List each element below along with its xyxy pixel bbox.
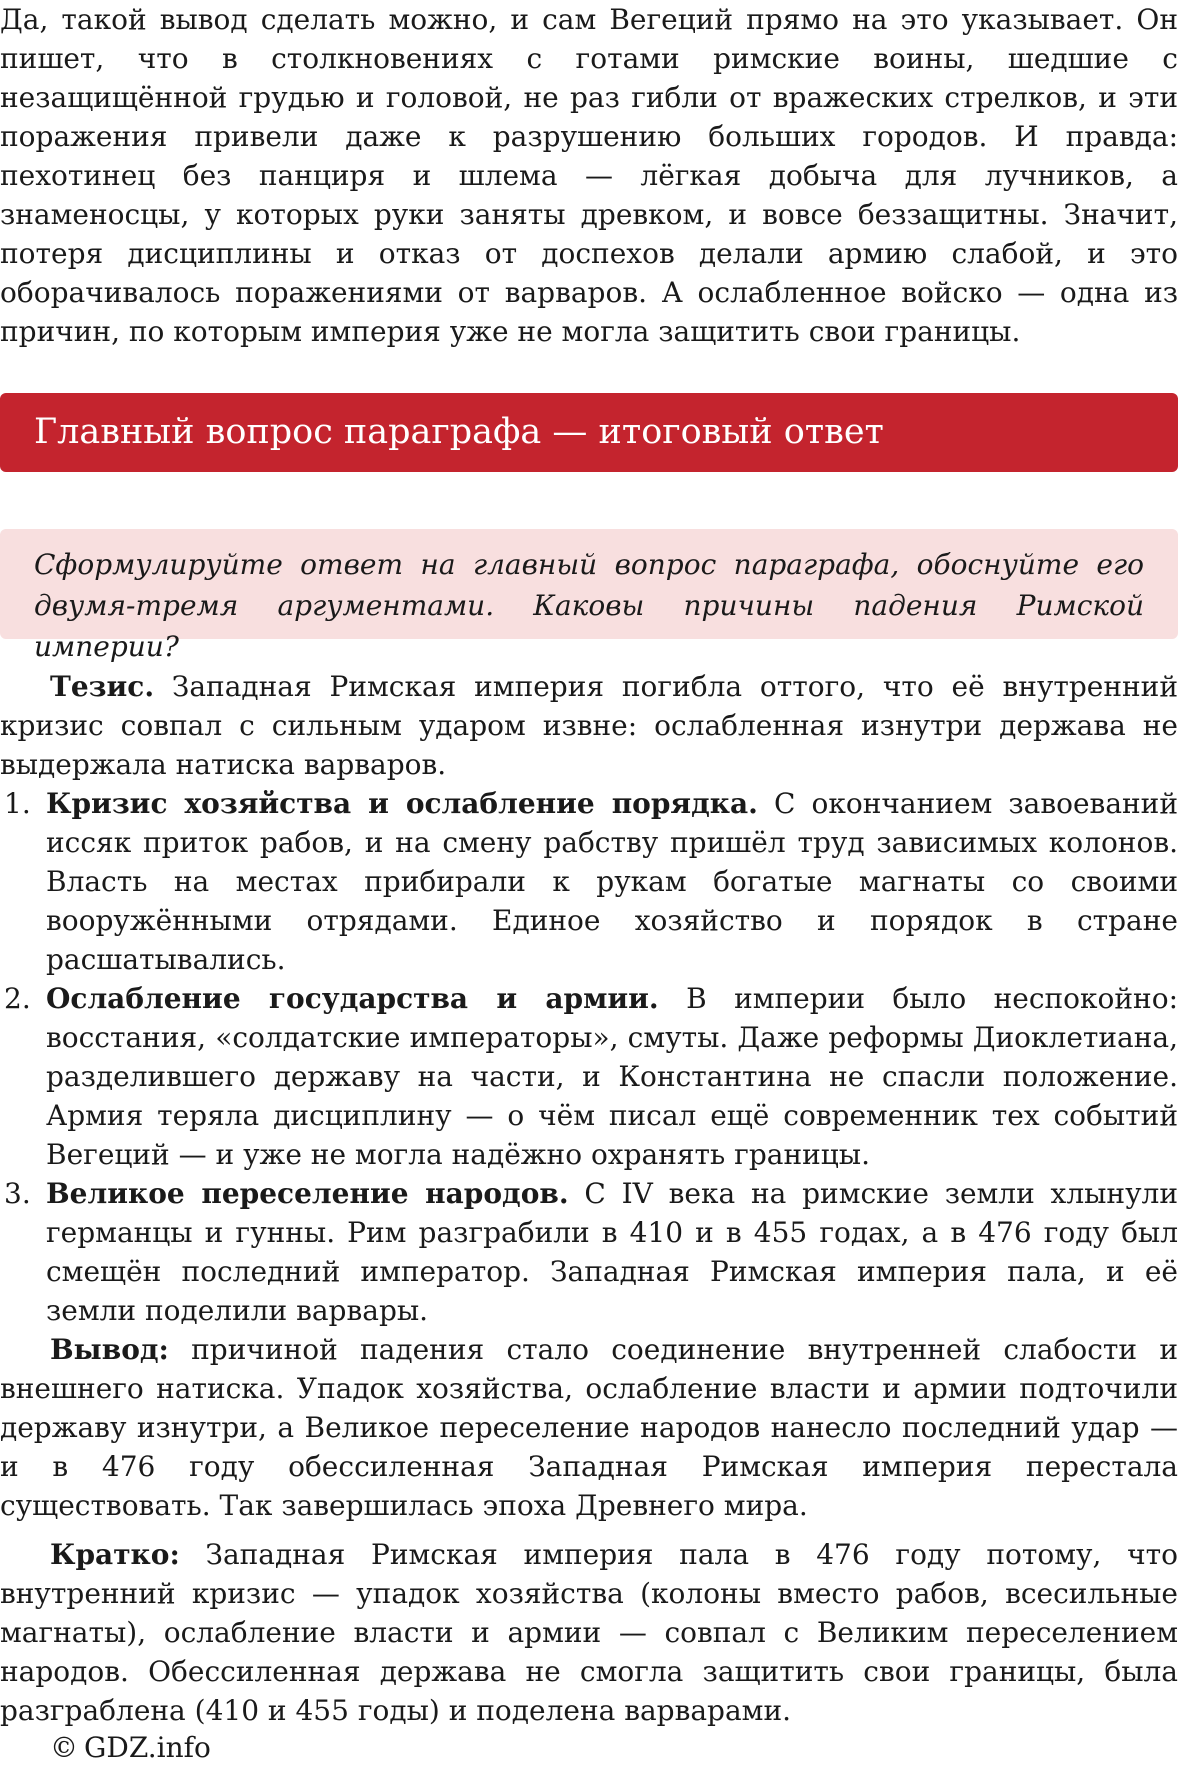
conclusion-label: Вывод: — [50, 1333, 169, 1366]
argument-title: Великое переселение народов. — [46, 1177, 569, 1210]
conclusion-text: причиной падения стало соединение внутренней слабости и внешнего натиска. Упадок хозяйства, ослабление власти и армии подточили державу изнутри, а Великое переселение народов нанесло последний удар — и в 476 году обессиленная Западная Римская империя перестала существовать. Так завершилась эпоха Древнего мира. — [0, 1333, 1178, 1522]
section-banner — [0, 393, 1178, 472]
intro-paragraph: Да, такой вывод сделать можно, и сам Вегеций прямо на это указывает. Он пишет, что в столкновениях с готами римские воины, шедшие с незащищённой грудью и головой, не раз гибли от вражеских стрелков, и эти поражения привели даже к разрушению больших городов. И правда: пехотинец без панциря и шлема — лёгкая добыча для лучников, а знаменосцы, у которых руки заняты древком, и вовсе беззащитны. Значит, потеря дисциплины и отказ от доспехов делали армию слабой, и это оборачивалось поражениями от варваров. А ослабленное войско — одна из причин, по которым империя уже не могла защитить свои границы. — [0, 3, 1178, 348]
footer-credit — [50, 1730, 211, 1766]
thesis-paragraph — [0, 667, 1178, 784]
argument-title: Ослабление государства и армии. — [46, 982, 659, 1015]
arguments-list — [0, 784, 1178, 1330]
argument-number: 2. — [4, 982, 31, 1015]
brief-text: Западная Римская империя пала в 476 году потому, что внутренний кризис — упадок хозяйства (колоны вместо рабов, всесильные магнаты), ослабление власти и армии — совпал с Великим переселением народов. Обессиленная держава не смогла защитить свои границы, была разграблена (410 и 455 годы) и поделена варварами. — [0, 1538, 1178, 1727]
conclusion-paragraph — [0, 1330, 1178, 1525]
copyright-icon: © — [50, 1731, 78, 1764]
brief-label: Кратко: — [50, 1538, 180, 1571]
argument-item — [0, 1174, 1178, 1330]
footer-text: GDZ.info — [84, 1731, 211, 1764]
argument-item — [0, 979, 1178, 1174]
argument-text: С IV века на римские земли хлынули германцы и гунны. Рим разграбили в 410 и в 455 годах, а в 476 году был смещён последний император. Западная Римская империя пала, и её земли поделили варвары. — [46, 1177, 1178, 1327]
argument-title: Кризис хозяйства и ослабление порядка. — [46, 787, 758, 820]
section-title: Главный вопрос параграфа — итоговый ответ — [34, 412, 884, 452]
answer-block — [0, 667, 1178, 1730]
argument-text: С окончанием завоеваний иссяк приток рабов, и на смену рабству пришёл труд зависимых колонов. Власть на местах прибирали к рукам богатые магнаты со своими вооружёнными отрядами. Единое хозяйство и порядок в стране расшатывались. — [46, 787, 1179, 976]
thesis-text: Западная Римская империя погибла оттого, что её внутренний кризис совпал с сильным ударом извне: ослабленная изнутри держава не выдержала натиска варваров. — [0, 670, 1178, 781]
thesis-label: Тезис. — [50, 670, 155, 703]
argument-number: 1. — [4, 787, 31, 820]
argument-number: 3. — [4, 1177, 31, 1210]
brief-paragraph — [0, 1535, 1178, 1730]
argument-item — [0, 784, 1178, 979]
task-box — [0, 529, 1178, 663]
argument-text: В империи было неспокойно: восстания, «солдатские императоры», смуты. Даже реформы Диоклетиана, разделившего державу на части, и Константина не спасли положение. Армия теряла дисциплину — о чём писал ещё современник тех событий Вегеций — и уже не могла надёжно охранять границы. — [46, 982, 1179, 1171]
task-text: Сформулируйте ответ на главный вопрос параграфа, обоснуйте его двумя-тремя аргументами. Каковы причины падения Римской империи? — [34, 548, 1144, 663]
